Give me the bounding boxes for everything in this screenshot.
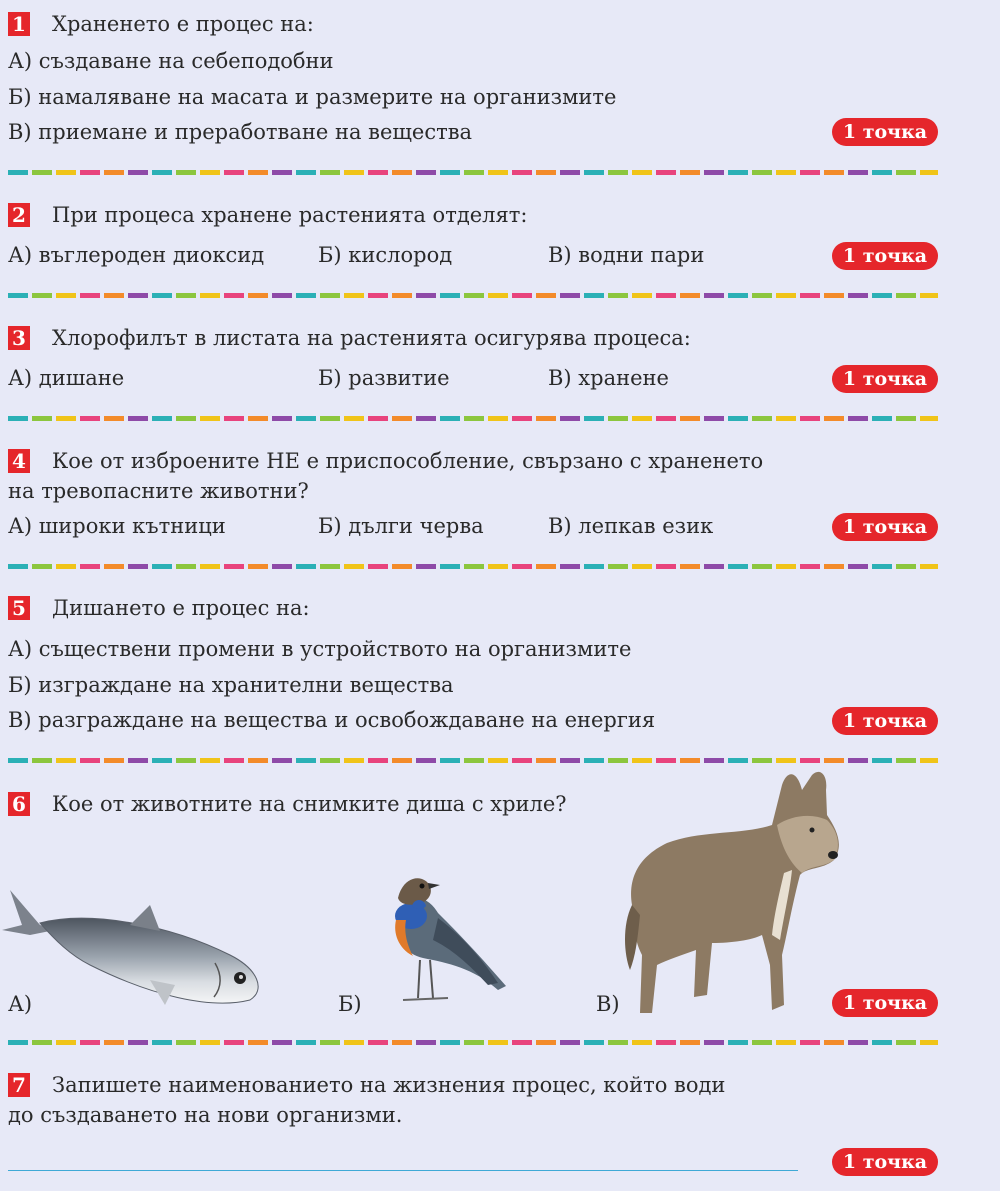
question-text: Хлорофилът в листата на растенията осигурява процеса: bbox=[52, 326, 691, 350]
separator bbox=[8, 564, 938, 569]
option-a[interactable]: А) bbox=[8, 992, 33, 1016]
question-number: 7 bbox=[8, 1073, 30, 1097]
question-text: Храненето е процес на: bbox=[52, 12, 314, 36]
separator bbox=[8, 170, 938, 175]
separator bbox=[8, 416, 938, 421]
separator bbox=[8, 758, 938, 763]
points-badge: 1 точка bbox=[832, 365, 938, 393]
question-number: 4 bbox=[8, 449, 30, 473]
question-number: 6 bbox=[8, 792, 30, 816]
question-number: 2 bbox=[8, 203, 30, 227]
option-b[interactable]: Б) bbox=[338, 992, 362, 1016]
option-b[interactable]: Б) развитие bbox=[318, 366, 450, 390]
option-c[interactable]: В) лепкав език bbox=[548, 514, 714, 538]
question-text-cont: до създаването на нови организми. bbox=[8, 1103, 403, 1127]
points-badge: 1 точка bbox=[832, 1148, 938, 1176]
question-text: Кое от изброените НЕ е приспособление, свързано с храненето bbox=[52, 449, 764, 473]
option-b[interactable]: Б) дълги черва bbox=[318, 514, 484, 538]
question-text: Кое от животните на снимките диша с хриле? bbox=[52, 792, 567, 816]
points-badge: 1 точка bbox=[832, 989, 938, 1017]
separator bbox=[8, 1040, 938, 1045]
option-a[interactable]: А) широки кътници bbox=[8, 514, 226, 538]
points-badge: 1 точка bbox=[832, 513, 938, 541]
question-text-cont: на тревопасните животни? bbox=[8, 479, 309, 503]
points-badge: 1 точка bbox=[832, 707, 938, 735]
question-text: При процеса хранене растенията отделят: bbox=[52, 203, 528, 227]
question-number: 1 bbox=[8, 12, 30, 36]
option-b[interactable]: Б) кислород bbox=[318, 243, 453, 267]
option-a[interactable]: А) дишане bbox=[8, 366, 125, 390]
option-c[interactable]: В) приемане и преработване на вещества bbox=[8, 120, 473, 144]
question-text: Дишането е процес на: bbox=[52, 596, 310, 620]
separator bbox=[8, 293, 938, 298]
option-a[interactable]: А) въглероден диоксид bbox=[8, 243, 265, 267]
option-b[interactable]: Б) изграждане на хранителни вещества bbox=[8, 673, 454, 697]
points-badge: 1 точка bbox=[832, 118, 938, 146]
option-b[interactable]: Б) намаляване на масата и размерите на организмите bbox=[8, 85, 617, 109]
question-number: 5 bbox=[8, 596, 30, 620]
option-c[interactable]: В) водни пари bbox=[548, 243, 705, 267]
option-a[interactable]: А) създаване на себеподобни bbox=[8, 49, 334, 73]
option-c[interactable]: В) bbox=[596, 992, 620, 1016]
option-a[interactable]: А) съществени промени в устройството на организмите bbox=[8, 637, 632, 661]
fish-image[interactable] bbox=[0, 885, 270, 1010]
bird-image[interactable] bbox=[378, 868, 513, 1008]
option-c[interactable]: В) разграждане на вещества и освобождаване на енергия bbox=[8, 708, 656, 732]
points-badge: 1 точка bbox=[832, 242, 938, 270]
question-number: 3 bbox=[8, 326, 30, 350]
answer-line[interactable] bbox=[8, 1170, 798, 1171]
option-c[interactable]: В) хранене bbox=[548, 366, 669, 390]
question-text: Запишете наименованието на жизнения процес, който води bbox=[52, 1073, 726, 1097]
wolf-image[interactable] bbox=[622, 765, 847, 1025]
